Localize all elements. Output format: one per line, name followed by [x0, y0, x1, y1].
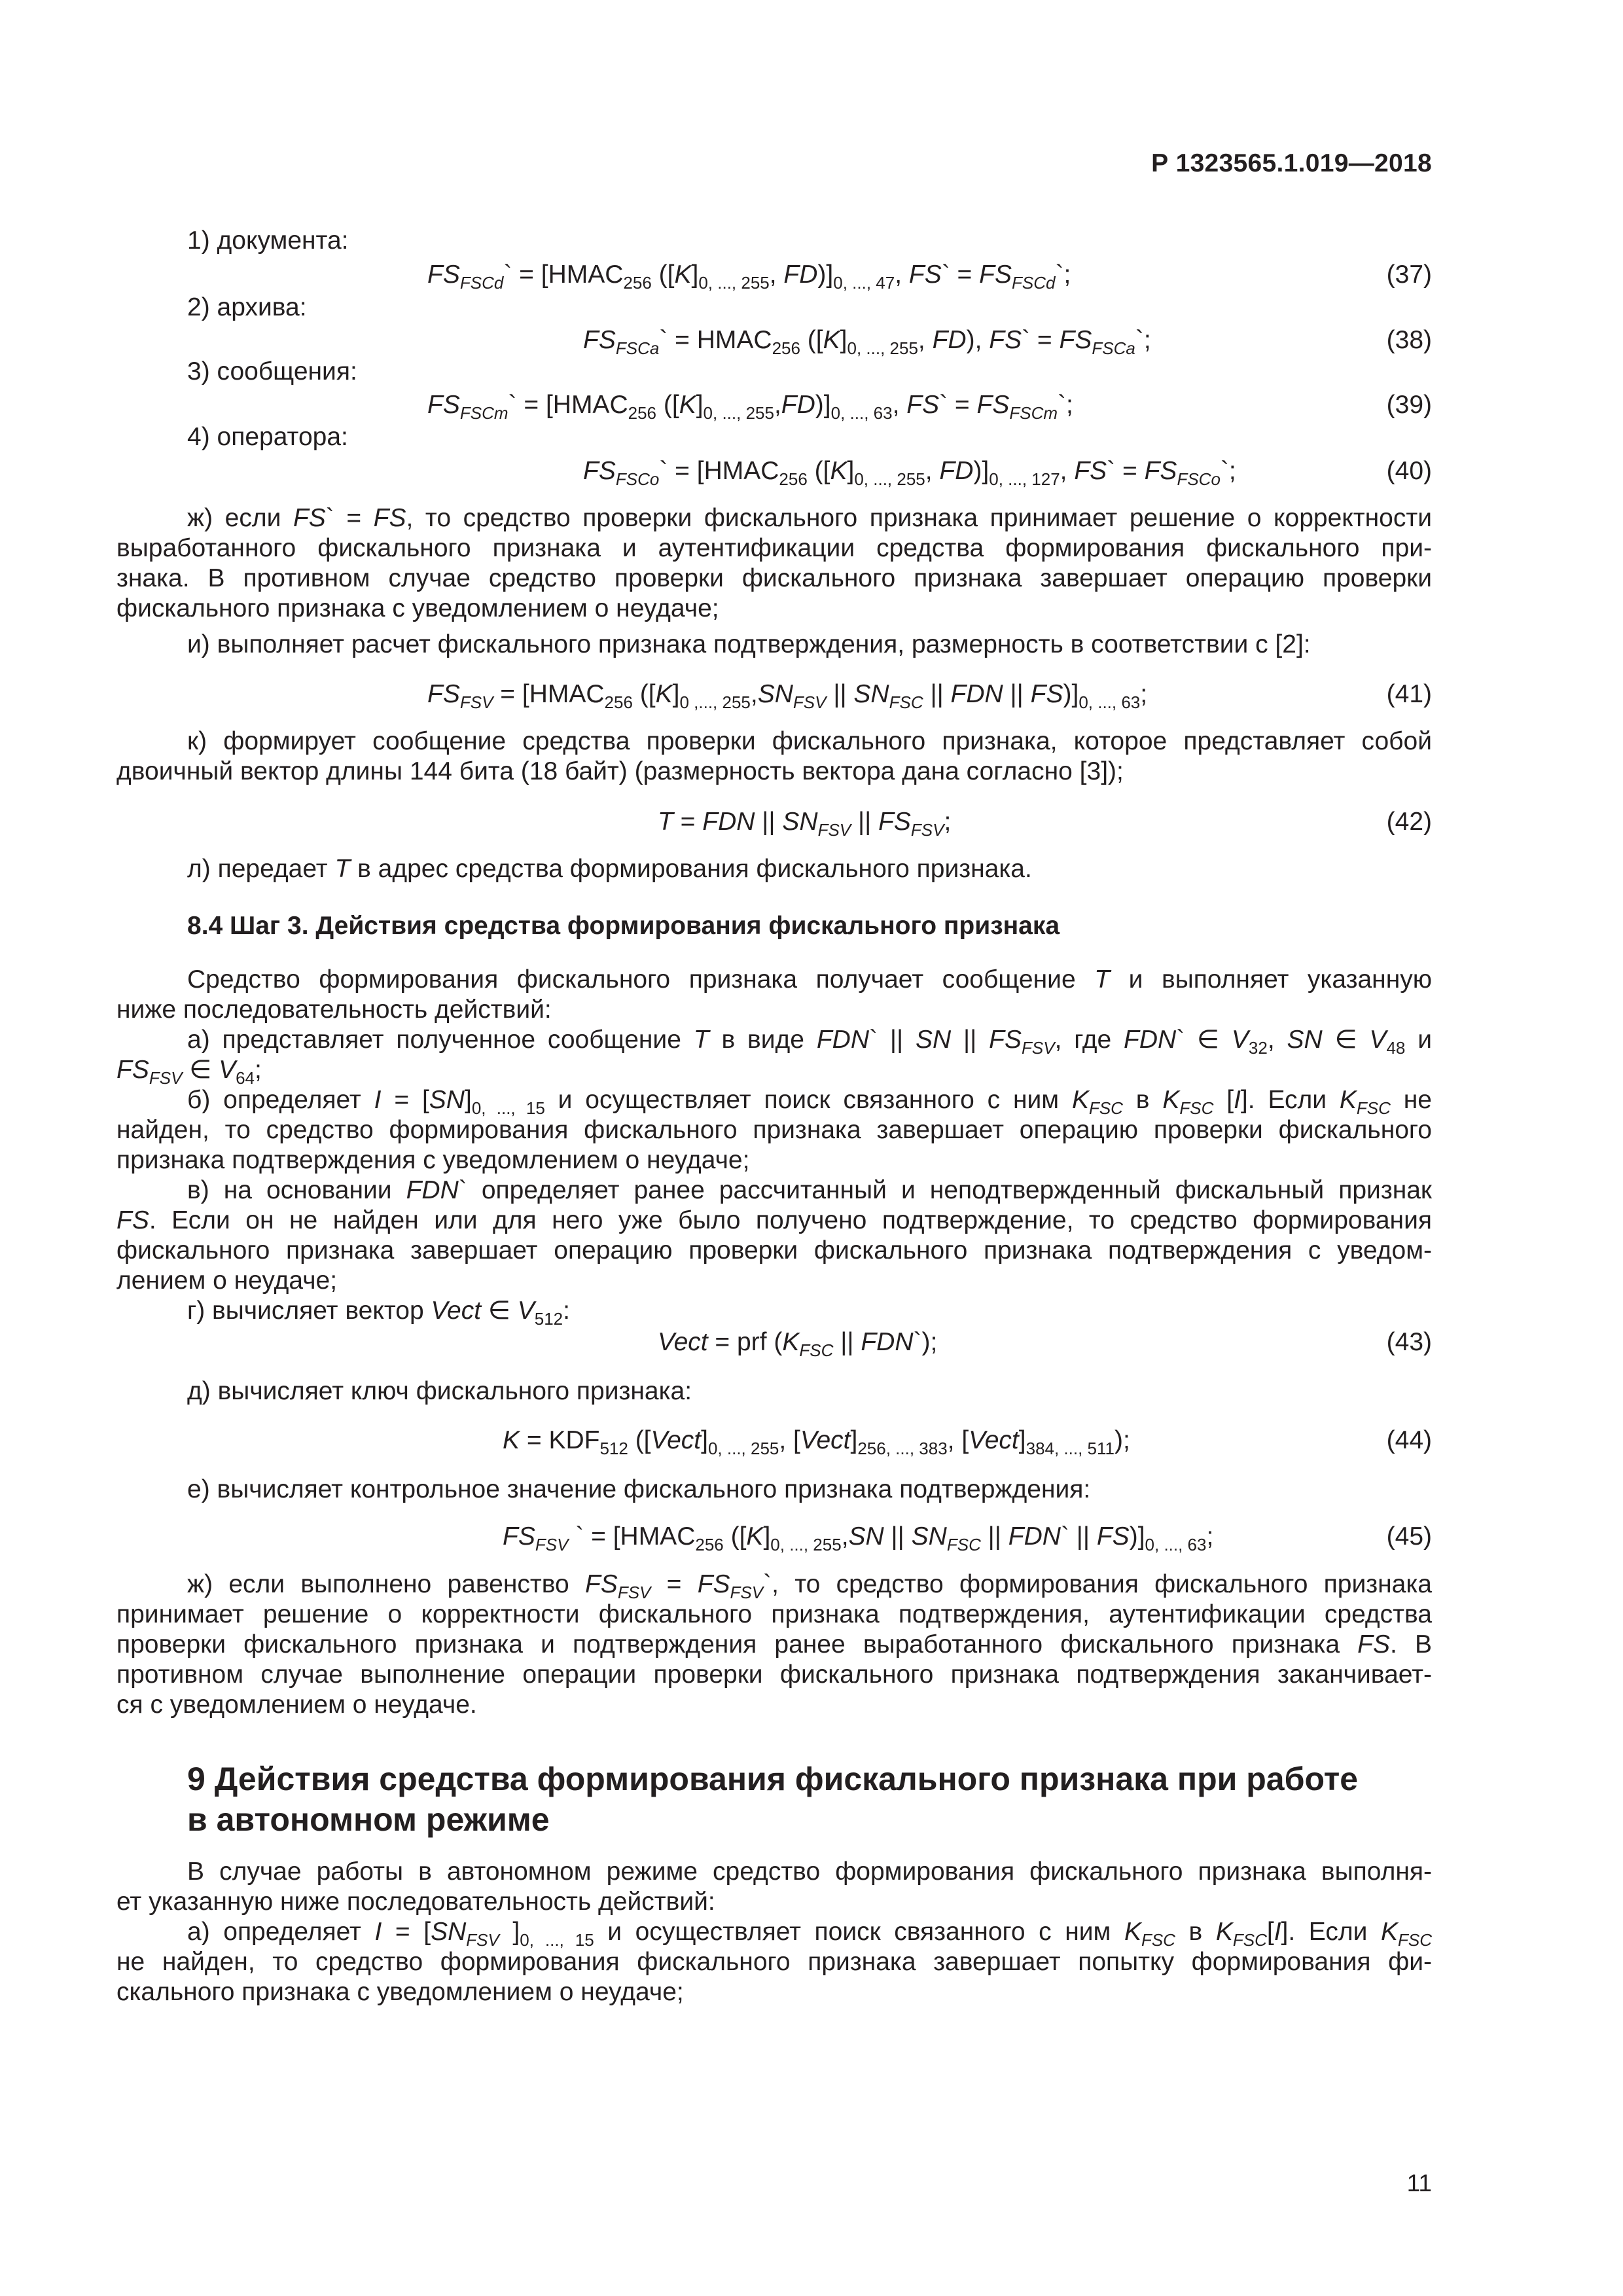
paragraph-v-line2: FS. Если он не найден или для него уже было получено подтверждение, то средство формирования — [116, 1206, 1432, 1234]
paragraph-a9-line1: а) определяет $I = [SN_{FSV}$ ]$_{0, ..., 15}$ и осуществляет поиск связанного с ним $K_{FSC}$ в $K_{FSC}[I]$. Если $K_{FSC}$ — [187, 1918, 1432, 1950]
equation-44: $K = KDF_{512}$ ($[Vect]_{0, ..., 255}$, $[Vect]_{256, ..., 383}$, $[Vect]_{384, ..., 511}$); (44) — [503, 1426, 1432, 1458]
equation-number: (37) — [1386, 260, 1432, 289]
paragraph-a-line1: а) представляет полученное сообщение T в виде FDN` || SN || $FS_{FSV}$, где FDN` ∈ $V_{32}$, SN ∈ $V_{48}$ и — [187, 1026, 1433, 1058]
paragraph-intro-line1: Средство формирования фискального признака получает сообщение T и выполняет указанную — [187, 965, 1432, 994]
section-heading-8-4: 8.4 Шаг 3. Действия средства формирования фискального признака — [187, 912, 1060, 940]
equation-number: (43) — [1386, 1328, 1432, 1356]
paragraph-a9-line2: не найден, то средство формирования фискального признака завершает попытку формирования фи- — [116, 1948, 1432, 1976]
paragraph-zh1-line3: знака. В противном случае средство проверки фискального признака завершает операцию проверки — [116, 564, 1432, 592]
paragraph-b-line3: признака подтверждения с уведомлением о неудаче; — [116, 1146, 750, 1174]
equation-number: (39) — [1386, 391, 1432, 419]
paragraph-b-line2: найден, то средство формирования фискального признака завершает операцию проверки фискального — [116, 1116, 1432, 1144]
equation-number: (40) — [1386, 457, 1432, 485]
equation-37: $FS_{FSCd}`$ = [$HMAC_{256}$ ($[K]_{0, ..., 255}$, $FD)]_{0, ..., 47}$, FS` = $FS_{FSCd}`$; (37) — [427, 260, 1432, 293]
paragraph-v-line4: лением о неудаче; — [116, 1266, 338, 1295]
paragraph-zh1-line1: ж) если FS` = FS, то средство проверки фискального признака принимает решение о корректности — [187, 504, 1433, 532]
paragraph-a9-line3: скального признака с уведомлением о неудаче; — [116, 1978, 684, 2006]
paragraph-zh1-line2: выработанного фискального признака и аутентификации средства формирования фискального при- — [116, 534, 1432, 562]
equation-number: (42) — [1386, 808, 1432, 836]
equation-38: $FS_{FSCa}`$ = $HMAC_{256}$ ($[K]_{0, ..., 255}$, FD), FS` = $FS_{FSCa}`$; (38) — [583, 326, 1432, 358]
paragraph-k-line2: двоичный вектор длины 144 бита (18 байт) (размерность вектора дана согласно [3]); — [116, 757, 1124, 785]
paragraph-zh2-line2: принимает решение о корректности фискального признака подтверждения, аутентификации средства — [116, 1600, 1432, 1628]
equation-41: $FS_{FSV}$ = [$HMAC_{256}$ ($[K]_{0 ,..., 255},SN_{FSV}$ || $SN_{FSC}$ || FDN || $FS)]_{0, ..., 63}$; (41) — [427, 680, 1432, 712]
document-id: Р 1323565.1.019—2018 — [1151, 149, 1432, 177]
paragraph-a-line2: $FS_{FSV}$ ∈ $V_{64}$; — [116, 1056, 262, 1088]
paragraph-v-line3: фискального признака завершает операцию проверки фискального признака подтверждения с уведом- — [116, 1236, 1432, 1265]
equation-45: $FS_{FSV}$ ` = [$HMAC_{256}$ ($[K]_{0, ..., 255},SN$ || $SN_{FSC}$ || FDN` || $FS)]_{0, ..., 63}$; (45) — [503, 1522, 1432, 1554]
paragraph-i: и) выполняет расчет фискального признака подтверждения, размерность в соответствии с [2]: — [187, 630, 1311, 658]
paragraph-zh2-line3: проверки фискального признака и подтверждения ранее выработанного фискального признака FS. В — [116, 1630, 1432, 1659]
paragraph-s9-line1: В случае работы в автономном режиме средство формирования фискального признака выполня- — [187, 1857, 1432, 1886]
paragraph-zh2-line1: ж) если выполнено равенство $FS_{FSV}$ = $FS_{FSV}`$, то средство формирования фискального признака — [187, 1570, 1432, 1602]
paragraph-v-line1: в) на основании FDN` определяет ранее рассчитанный и неподтвержденный фискальный признак — [187, 1176, 1432, 1204]
paragraph-g: г) вычисляет вектор Vect ∈ $V_{512}$: — [187, 1297, 570, 1329]
paragraph-k-line1: к) формирует сообщение средства проверки фискального признака, которое представляет собой — [187, 727, 1432, 755]
paragraph-d: д) вычисляет ключ фискального признака: — [187, 1377, 692, 1405]
label-message: 3) сообщения: — [187, 357, 357, 386]
equation-40: $FS_{FSCo}`$ = [$HMAC_{256}$ ($[K]_{0, ..., 255}$, $FD)]_{0, ..., 127}$, FS` = $FS_{FSCo}`$; (40) — [583, 457, 1432, 489]
equation-number: (38) — [1386, 326, 1432, 354]
paragraph-zh2-line4: противном случае выполнение операции проверки фискального признака подтверждения заканчивает- — [116, 1660, 1432, 1689]
paragraph-zh2-line5: ся с уведомлением о неудаче. — [116, 1691, 477, 1719]
paragraph-e: е) вычисляет контрольное значение фискального признака подтверждения: — [187, 1475, 1091, 1503]
page-number: 11 — [1406, 2170, 1432, 2197]
equation-number: (45) — [1386, 1522, 1432, 1551]
paragraph-zh1-line4: фискального признака с уведомлением о неудаче; — [116, 594, 719, 622]
paragraph-s9-line2: ет указанную ниже последовательность действий: — [116, 1888, 715, 1916]
equation-42: T = FDN || $SN_{FSV}$ || $FS_{FSV}$; (42) — [658, 808, 1432, 840]
label-archive: 2) архива: — [187, 293, 307, 321]
label-document: 1) документа: — [187, 226, 349, 255]
equation-43: Vect = prf ($K_{FSC}$ || FDN`); (43) — [658, 1328, 1432, 1360]
label-operator: 4) оператора: — [187, 423, 348, 451]
equation-number: (44) — [1386, 1426, 1432, 1454]
paragraph-l: л) передает T в адрес средства формирования фискального признака. — [187, 855, 1032, 883]
paragraph-b-line1: б) определяет $I = [SN]_{0, ..., 15}$ и осуществляет поиск связанного с ним $K_{FSC}$ в $K_{FSC}$ [I]. Если $K_{FSC}$ не — [187, 1086, 1432, 1118]
equation-39: $FS_{FSCm}`$ = [$HMAC_{256}$ $([K]_{0, ..., 255},FD)]_{0, ..., 63}$, FS` = $FS_{FSCm}`$; (39) — [427, 391, 1432, 423]
equation-number: (41) — [1386, 680, 1432, 708]
paragraph-intro-line2: ниже последовательность действий: — [116, 996, 552, 1024]
section-heading-9: 9 Действия средства формирования фискального признака при работе в автономном режиме — [187, 1761, 1359, 1838]
